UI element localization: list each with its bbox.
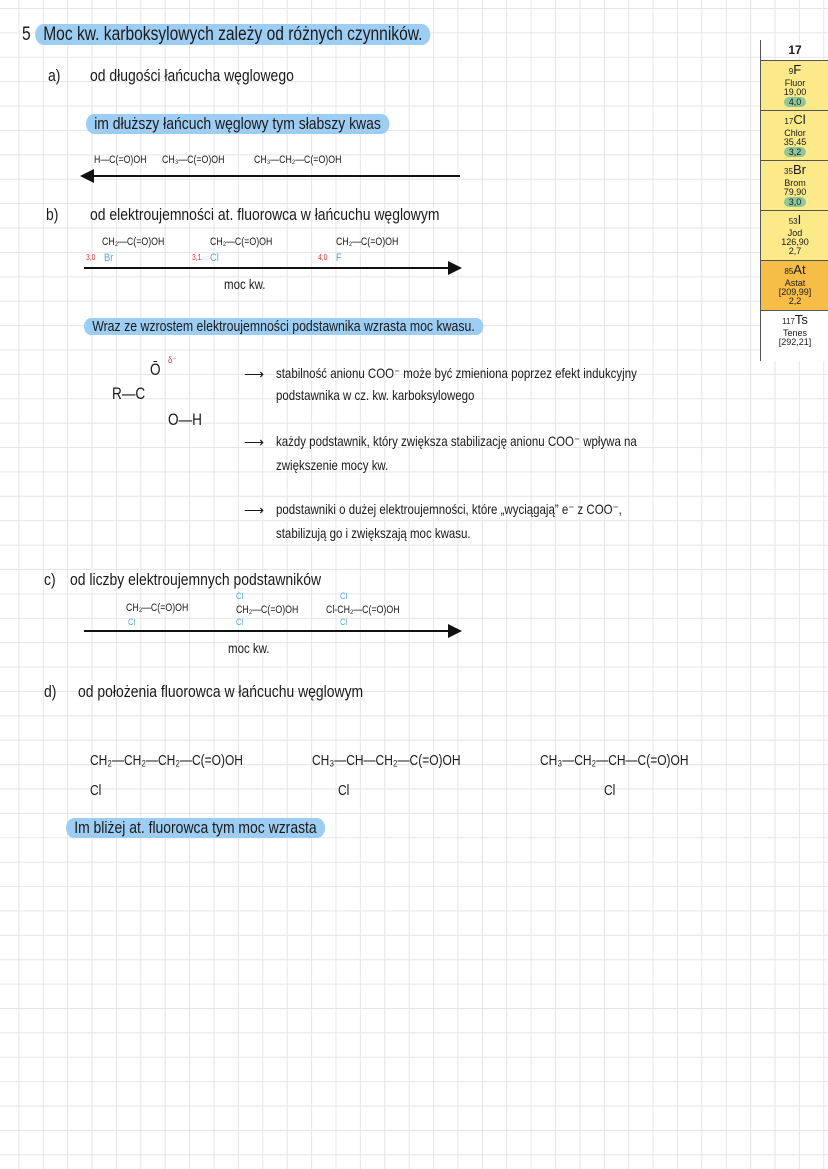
formula: CH₂—C(=O)OH	[102, 236, 165, 248]
formula: CH₂—C(=O)OH	[210, 236, 273, 248]
en-value: 4,0	[318, 253, 328, 262]
element-cell-at: 85At Astat [209,99] 2,2	[761, 261, 828, 311]
arrow-right-head	[448, 624, 462, 638]
formula: CH₂—C(=O)OH	[126, 602, 189, 614]
bullet-line: stabilizują go i zwiększają moc kwasu.	[276, 525, 471, 541]
bullet-line: stabilność anionu COO⁻ może być zmieniona poprzez efekt indukcyjny	[276, 365, 637, 381]
acidity-axis-a	[92, 175, 460, 177]
formula: H—C(=O)OH	[94, 154, 147, 166]
acidity-axis-b	[84, 267, 450, 269]
substituent: Cl	[338, 782, 350, 799]
substituent: Cl	[90, 782, 102, 799]
element-cell-f: 9F Fluor 19,00 4,0	[761, 61, 828, 111]
substituent: Cl	[128, 617, 136, 627]
substituent: Cl	[340, 617, 348, 627]
formula: CH₃—CH₂—C(=O)OH	[254, 154, 342, 166]
substituent: F	[336, 252, 342, 264]
title-line	[22, 24, 431, 46]
formula: CH₃—CH—CH₂—C(=O)OH	[312, 752, 461, 769]
axis-label: moc kw.	[224, 276, 266, 292]
element-cell-cl: 17Cl Chlor 35,45 3,2	[761, 111, 828, 161]
formula: CH₂—CH₂—CH₂—C(=O)OH	[90, 752, 243, 769]
substituent: Cl	[210, 252, 219, 264]
element-cell-ts: 117Ts Tenes [292,21]	[761, 311, 828, 361]
section-a-heading: od długości łańcucha węglowego	[90, 66, 294, 85]
en-value: 3,1	[192, 253, 202, 262]
structure-oh: O—H	[168, 410, 202, 429]
delta-minus: δ⁻	[168, 355, 177, 365]
formula: Cl-CH₂—C(=O)OH	[326, 604, 400, 616]
arrow-bullet-icon: ⟶	[244, 366, 265, 382]
substituent: Cl	[604, 782, 616, 799]
section-a-label: a)	[48, 66, 61, 85]
element-cell-br: 35Br Brom 79,90 3,0	[761, 161, 828, 211]
title-highlight: Moc kw. karboksylowych zależy od różnych czynników.	[35, 24, 431, 45]
section-a-highlight: im dłuższy łańcuch węglowy tym słabszy kwas	[86, 114, 389, 134]
group-number: 17	[761, 40, 828, 61]
section-b-label: b)	[46, 205, 59, 224]
section-d-highlight: Im bliżej at. fluorowca tym moc wzrasta	[66, 818, 325, 838]
substituent: Cl	[340, 591, 348, 601]
en-value: 3,0	[86, 253, 96, 262]
bullet-line: każdy podstawnik, który zwiększa stabilizację anionu COO⁻ wpływa na	[276, 433, 637, 449]
periodic-table-group-17	[760, 40, 828, 361]
section-d-label: d)	[44, 682, 57, 701]
structure-r-c: R—C	[112, 384, 146, 403]
formula: CH₃—C(=O)OH	[162, 154, 225, 166]
axis-label: moc kw.	[228, 640, 270, 656]
section-c-heading: od liczby elektroujemnych podstawników	[70, 570, 322, 589]
bullet-line: podstawnika w cz. kw. karboksylowego	[276, 387, 475, 403]
section-b-highlight: Wraz ze wzrostem elektroujemności podstawnika wzrasta moc kwasu.	[84, 318, 483, 335]
section-number: 5	[22, 24, 31, 45]
bullet-line: podstawniki o dużej elektroujemności, które „wyciągają” e⁻ z COO⁻,	[276, 501, 622, 517]
formula: CH₂—C(=O)OH	[336, 236, 399, 248]
substituent: Cl	[236, 617, 244, 627]
arrow-bullet-icon: ⟶	[244, 502, 265, 518]
bullet-line: zwiększenie mocy kw.	[276, 457, 389, 473]
arrow-bullet-icon: ⟶	[244, 434, 265, 450]
arrow-right-head	[448, 261, 462, 275]
section-b-heading: od elektroujemności at. fluorowca w łańcuchu węglowym	[90, 205, 440, 224]
substituent: Br	[104, 252, 114, 264]
formula: CH₂—C(=O)OH	[236, 604, 299, 616]
section-c-label: c)	[44, 570, 56, 589]
formula: CH₃—CH₂—CH—C(=O)OH	[540, 752, 689, 769]
structure-o-top: Ō	[150, 360, 161, 379]
substituent: Cl	[236, 591, 244, 601]
acidity-axis-c	[84, 630, 450, 632]
section-d-heading: od położenia fluorowca w łańcuchu węglowym	[78, 682, 364, 701]
element-cell-i: 53I Jod 126,90 2,7	[761, 211, 828, 261]
